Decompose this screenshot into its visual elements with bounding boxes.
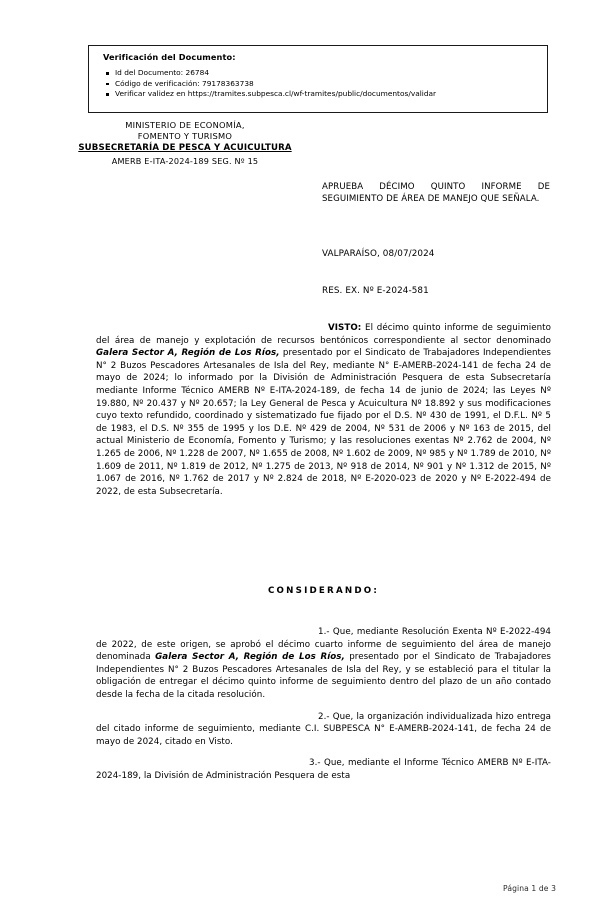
considerando-section xyxy=(96,626,551,783)
verification-item-id: Id del Documento: 26784 xyxy=(89,68,547,79)
considerando-number-1: 1.- xyxy=(318,627,330,637)
visto-label: VISTO: xyxy=(328,323,362,333)
visto-text-part2: presentado por el Sindicato de Trabajadores Independientes N° 2 Buzos Pescadores Artesanales de Isla del Rey, mediante N° E-AMERB-2024-141 de fecha 24 de mayo de 2024; lo informado por la División de Administración Pesquera de esta Subsecretaría mediante Informe Técnico AMERB Nº E-ITA-2024-189, de fecha 14 de junio de 2024; las Leyes Nº 19.880, Nº 20.437 y Nº 20.657; la Ley General de Pesca y Acuicultura Nº 18.892 y sus modificaciones cuyo texto refundido, coordinado y sistematizado fue fijado por el D.S. Nº 430 de 1991, el D.F.L. Nº 5 de 1983, el D.S. Nº 355 de 1995 y los D.E. Nº 429 de 2004, Nº 531 de 2006 y Nº 163 de 2015, del actual Ministerio de Economía, Fomento y Turismo; y las resoluciones exentas Nº 2.762 de 2004, Nº 1.265 de 2006, Nº 1.228 de 2007, Nº 1.655 de 2008, Nº 1.602 de 2009, Nº 985 y Nº 1.789 de 2010, Nº 1.609 de 2011, Nº 1.819 de 2012, Nº 1.275 de 2013, Nº 918 de 2014, Nº 901 y Nº 1.312 de 2015, Nº 1.067 de 2016, Nº 1.762 de 2017 y Nº 2.824 de 2018, Nº E-2020-023 de 2020 y Nº E-2022-494 de 2022, de esta Subsecretaría. xyxy=(96,348,551,497)
considerando-item-3 xyxy=(96,757,551,782)
visto-text-part1: El décimo quinto informe de seguimiento del área de manejo y explotación de recursos bentónicos correspondiente al sector denominado xyxy=(96,323,551,346)
letterhead-subsecretaria: SUBSECRETARÍA DE PESCA Y ACUICULTURA xyxy=(78,142,292,153)
verification-list xyxy=(89,68,547,100)
visto-section xyxy=(96,322,551,507)
considerando-text-2a: Que, la organización individualizada hizo entrega del citado informe de seguimiento, mediante C.I. SUBPESCA N° E-AMERB-2024-141, de fecha 24 de mayo de 2024, citado en Visto. xyxy=(96,711,551,747)
letterhead xyxy=(40,120,330,167)
considerando-item-2 xyxy=(96,711,551,749)
verification-title: Verificación del Documento: xyxy=(103,52,236,62)
letterhead-reference: AMERB E-ITA-2024-189 SEG. Nº 15 xyxy=(111,155,259,166)
letterhead-ministry-line2: FOMENTO Y TURISMO xyxy=(137,131,233,142)
considerando-area-name-1: Galera Sector A, Región de Los Ríos, xyxy=(155,652,345,663)
verification-box xyxy=(88,45,548,113)
page-footer xyxy=(0,884,556,893)
verification-item-url: Verificar validez en https://tramites.subpesca.cl/wf-tramites/public/documentos/validar xyxy=(89,89,547,100)
considerando-text-1b: presentado por el Sindicato de Trabajadores Independientes N° 2 Buzos Pescadores Artesanales de Isla del Rey, y se estableció para el titular la obligación de entregar el décimo quinto informe de seguimiento dentro del plazo de un año contado desde la fecha de la citada resolución. xyxy=(96,652,551,700)
considerando-number-2: 2.- xyxy=(318,711,330,722)
considerando-item-1 xyxy=(96,626,551,702)
document-subject: APRUEBA DÉCIMO QUINTO INFORME DE SEGUIMIENTO DE ÁREA DE MANEJO QUE SEÑALA. xyxy=(322,182,550,205)
page-number-label: Página 1 de 3 xyxy=(503,884,556,893)
considerando-text-1a: Que, mediante Resolución Exenta Nº E-2022-494 de 2022, de este origen, se aprobó el décimo cuarto informe de seguimiento del área de manejo denominada xyxy=(96,627,551,663)
visto-paragraph xyxy=(96,322,551,498)
letterhead-ministry-line1: MINISTERIO DE ECONOMÍA, xyxy=(125,120,245,130)
considerando-text-3a: Que, mediante el Informe Técnico AMERB Nº E-ITA-2024-189, la División de Administración Pesquera de esta xyxy=(96,758,551,781)
place-and-date: VALPARAÍSO, 08/07/2024 xyxy=(322,249,435,259)
considerando-heading: CONSIDERANDO: xyxy=(267,586,380,596)
verification-item-code: Código de verificación: 79178363738 xyxy=(89,79,547,90)
resolution-number: RES. EX. Nº E-2024-581 xyxy=(322,286,429,296)
considerando-number-3: 3.- xyxy=(309,758,321,769)
visto-area-name: Galera Sector A, Región de Los Ríos, xyxy=(96,348,280,359)
